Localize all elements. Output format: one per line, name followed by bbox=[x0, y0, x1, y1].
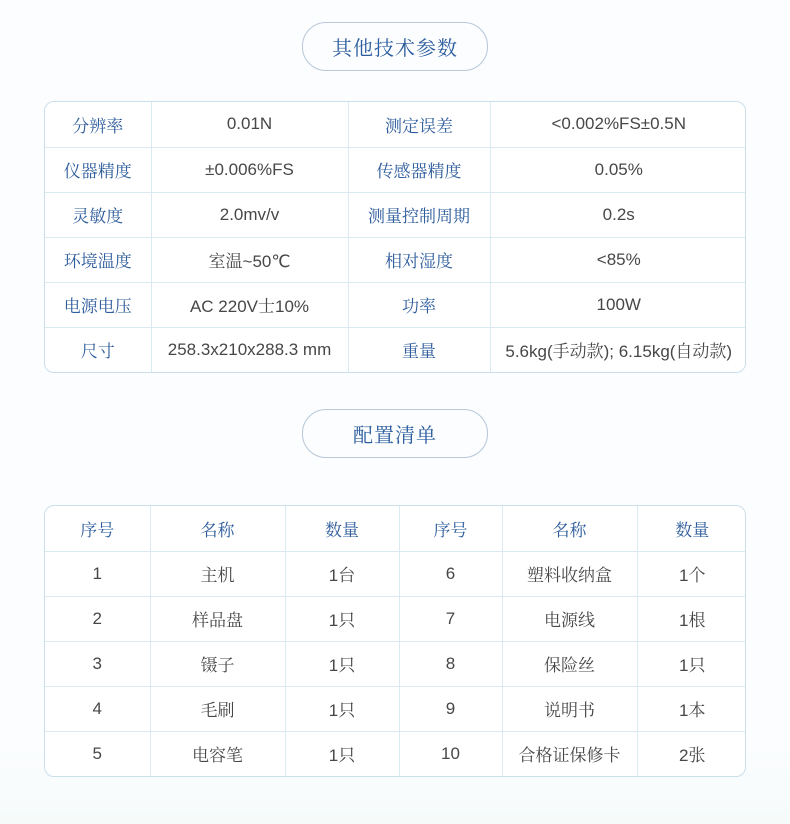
spec-label: 测量控制周期 bbox=[348, 192, 490, 237]
spec-value: 0.05% bbox=[490, 147, 746, 192]
spec-label: 灵敏度 bbox=[45, 192, 151, 237]
table-row bbox=[45, 596, 746, 641]
section-title-config-list: 配置清单 bbox=[302, 409, 488, 458]
spec-value: AC 220V士10% bbox=[151, 282, 348, 327]
config-cell: 3 bbox=[45, 641, 150, 686]
config-cell: 主机 bbox=[150, 551, 285, 596]
table-header-row bbox=[45, 506, 746, 551]
config-cell: 1根 bbox=[637, 596, 746, 641]
config-cell: 电源线 bbox=[502, 596, 637, 641]
table-row bbox=[45, 147, 746, 192]
config-header: 数量 bbox=[637, 506, 746, 551]
spec-label: 测定误差 bbox=[348, 102, 490, 147]
table-row bbox=[45, 327, 746, 372]
config-cell: 1本 bbox=[637, 686, 746, 731]
spec-label: 电源电压 bbox=[45, 282, 151, 327]
config-cell: 保险丝 bbox=[502, 641, 637, 686]
config-cell: 电容笔 bbox=[150, 731, 285, 776]
config-cell: 1只 bbox=[285, 596, 399, 641]
spec-label: 尺寸 bbox=[45, 327, 151, 372]
config-cell: 8 bbox=[399, 641, 502, 686]
table-row bbox=[45, 731, 746, 776]
config-header: 名称 bbox=[150, 506, 285, 551]
config-cell: 1只 bbox=[637, 641, 746, 686]
config-cell: 2张 bbox=[679, 746, 706, 766]
config-cell: 毛刷 bbox=[150, 686, 285, 731]
spec-value: 0.01N bbox=[151, 102, 348, 147]
table-row bbox=[45, 237, 746, 282]
config-cell: 镊子 bbox=[150, 641, 285, 686]
spec-value: 258.3x210x288.3 mm bbox=[151, 327, 348, 372]
config-header: 名称 bbox=[502, 506, 637, 551]
table-row bbox=[45, 686, 746, 731]
spec-value: <85% bbox=[490, 237, 746, 282]
spec-label: 相对湿度 bbox=[348, 237, 490, 282]
spec-label: 仪器精度 bbox=[45, 147, 151, 192]
config-cell: 7 bbox=[399, 596, 502, 641]
spec-value: <0.002%FS±0.5N bbox=[490, 102, 746, 147]
spec-value: ±0.006%FS bbox=[151, 147, 348, 192]
technical-params-table bbox=[44, 101, 746, 373]
config-cell: 说明书 bbox=[502, 686, 637, 731]
spec-label: 传感器精度 bbox=[348, 147, 490, 192]
table-row bbox=[45, 282, 746, 327]
config-cell: 1只 bbox=[285, 686, 399, 731]
config-cell: 2 bbox=[45, 596, 150, 641]
config-cell: 1个 bbox=[637, 551, 746, 596]
table-row bbox=[45, 641, 746, 686]
product-spec-page bbox=[0, 22, 790, 824]
spec-label: 功率 bbox=[348, 282, 490, 327]
spec-value: 5.6kg(手动款); 6.15kg(自动款) bbox=[505, 342, 733, 362]
section-title-technical-params: 其他技术参数 bbox=[302, 22, 488, 71]
spec-value: 2.0mv/v bbox=[151, 192, 348, 237]
config-cell: 10 bbox=[399, 731, 502, 776]
spec-label: 环境温度 bbox=[45, 237, 151, 282]
spec-value: 0.2s bbox=[490, 192, 746, 237]
config-cell: 塑料收纳盒 bbox=[502, 551, 637, 596]
spec-value: 室温~50℃ bbox=[151, 237, 348, 282]
config-cell: 6 bbox=[399, 551, 502, 596]
table-row bbox=[45, 102, 746, 147]
config-cell: 1只 bbox=[285, 731, 399, 776]
table-row bbox=[45, 551, 746, 596]
config-list-table bbox=[44, 505, 746, 777]
config-cell: 5 bbox=[45, 731, 150, 776]
config-cell: 9 bbox=[399, 686, 502, 731]
spec-label: 重量 bbox=[348, 327, 490, 372]
config-cell: 1台 bbox=[285, 551, 399, 596]
config-cell: 4 bbox=[45, 686, 150, 731]
config-header: 数量 bbox=[285, 506, 399, 551]
config-header: 序号 bbox=[45, 506, 150, 551]
config-header: 序号 bbox=[399, 506, 502, 551]
config-cell: 样品盘 bbox=[150, 596, 285, 641]
spec-value: 100W bbox=[490, 282, 746, 327]
table-row bbox=[45, 192, 746, 237]
config-cell: 1只 bbox=[285, 641, 399, 686]
config-cell: 1 bbox=[45, 551, 150, 596]
config-cell: 合格证保修卡 bbox=[502, 731, 637, 776]
spec-label: 分辨率 bbox=[45, 102, 151, 147]
